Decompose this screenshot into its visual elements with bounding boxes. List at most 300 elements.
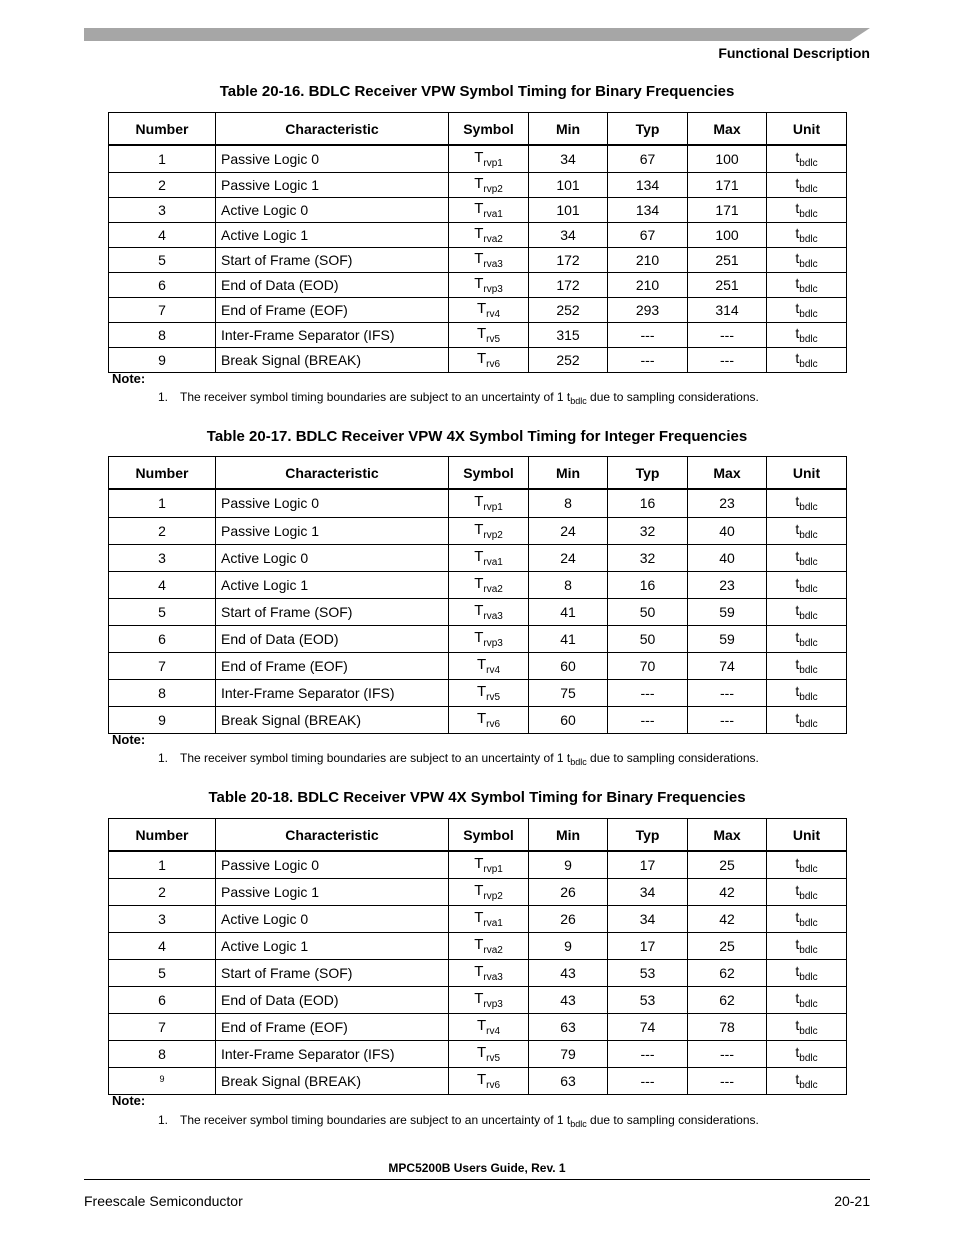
row-number: 4 (109, 571, 216, 598)
symbol (449, 489, 529, 517)
row-number: 3 (109, 905, 216, 932)
symbol (449, 1013, 529, 1040)
row-number: 7 (109, 1013, 216, 1040)
table-row (109, 322, 847, 347)
symbol-subscript: rv5 (486, 333, 501, 345)
max-value: 314 (688, 297, 767, 322)
unit-base: t (795, 574, 800, 591)
max-value: 59 (688, 625, 767, 652)
column-header: Number (109, 819, 216, 852)
symbol-base: T (474, 881, 484, 899)
typ-value: 67 (608, 145, 688, 172)
unit-subscript: bdlc (799, 1079, 818, 1091)
note-body: The receiver symbol timing boundaries are subject to an uncertainty of 1 t (180, 390, 571, 404)
symbol-base: T (476, 709, 487, 727)
max-value: 42 (688, 878, 767, 905)
max-value: --- (688, 679, 767, 706)
unit (767, 347, 847, 372)
row-number: 9 (109, 347, 216, 372)
characteristic: Active Logic 1 (216, 222, 449, 247)
symbol-subscript: rvp3 (483, 637, 503, 649)
min-value: 315 (529, 322, 608, 347)
symbol-subscript: rv5 (486, 691, 501, 703)
symbol (449, 679, 529, 706)
note-number: 1. (158, 751, 169, 765)
unit-subscript: bdlc (799, 971, 818, 983)
min-value: 24 (529, 544, 608, 571)
unit-base: t (795, 655, 800, 672)
symbol-base: T (474, 962, 484, 980)
table-body (109, 489, 847, 733)
footer-doc-title: MPC5200B Users Guide, Rev. 1 (388, 1161, 566, 1175)
symbol (449, 544, 529, 571)
max-value: 40 (688, 544, 767, 571)
symbol-subscript: rva3 (483, 610, 503, 622)
max-value: 78 (688, 1013, 767, 1040)
characteristic: End of Frame (EOF) (216, 652, 449, 679)
min-value: 9 (529, 932, 608, 959)
symbol-subscript: rvp2 (483, 183, 503, 195)
note-text (158, 390, 759, 406)
note-subscript: bdlc (570, 1119, 587, 1129)
typ-value: 210 (608, 247, 688, 272)
unit-subscript: bdlc (799, 863, 818, 875)
unit (767, 322, 847, 347)
unit-subscript: bdlc (799, 502, 818, 514)
unit-base: t (795, 935, 800, 952)
symbol-base: T (474, 224, 484, 242)
symbol-base: T (474, 249, 484, 267)
column-header: Min (529, 457, 608, 490)
unit-base: t (795, 249, 800, 266)
row-number: 5 (109, 598, 216, 625)
note-number: 1. (158, 1113, 169, 1127)
symbol (449, 878, 529, 905)
unit-base: t (795, 299, 800, 316)
min-value: 252 (529, 297, 608, 322)
characteristic: End of Data (EOD) (216, 986, 449, 1013)
symbol-subscript: rv4 (486, 664, 501, 676)
characteristic: Passive Logic 0 (216, 489, 449, 517)
unit-base: t (795, 601, 800, 618)
unit (767, 571, 847, 598)
table-row (109, 1040, 847, 1067)
unit (767, 1040, 847, 1067)
min-value: 172 (529, 247, 608, 272)
unit-base: t (795, 989, 800, 1006)
min-value: 41 (529, 625, 608, 652)
note-subscript: bdlc (570, 396, 587, 406)
note-body-end: due to sampling considerations. (586, 390, 759, 404)
characteristic: Passive Logic 1 (216, 172, 449, 197)
symbol-base: T (476, 299, 487, 317)
unit-base: t (795, 174, 800, 191)
max-value: 171 (688, 172, 767, 197)
column-header: Symbol (449, 819, 529, 852)
symbol-base: T (474, 547, 484, 565)
unit-subscript: bdlc (799, 358, 818, 370)
table-title: Table 20-17. BDLC Receiver VPW 4X Symbol Timing for Integer Frequencies (206, 428, 748, 445)
table-row (109, 905, 847, 932)
unit-subscript: bdlc (799, 998, 818, 1010)
unit (767, 986, 847, 1013)
typ-value: 50 (608, 598, 688, 625)
typ-value: 53 (608, 959, 688, 986)
max-value: --- (688, 1040, 767, 1067)
max-value: --- (688, 322, 767, 347)
unit (767, 517, 847, 544)
column-header: Symbol (449, 457, 529, 490)
symbol (449, 322, 529, 347)
unit-subscript: bdlc (799, 233, 818, 245)
symbol-subscript: rva1 (483, 208, 503, 220)
typ-value: 17 (608, 932, 688, 959)
column-header: Unit (767, 457, 847, 490)
characteristic: Passive Logic 0 (216, 145, 449, 172)
typ-value: 17 (608, 851, 688, 878)
table-header-row (109, 457, 847, 490)
row-number: 5 (109, 247, 216, 272)
column-header: Max (688, 113, 767, 146)
typ-value: 74 (608, 1013, 688, 1040)
column-header: Min (529, 819, 608, 852)
table-title: Table 20-18. BDLC Receiver VPW 4X Symbol Timing for Binary Frequencies (208, 789, 746, 806)
characteristic: Break Signal (BREAK) (216, 347, 449, 372)
max-value: 62 (688, 959, 767, 986)
characteristic: Active Logic 0 (216, 905, 449, 932)
symbol (449, 197, 529, 222)
unit-base: t (795, 224, 800, 241)
typ-value: 210 (608, 272, 688, 297)
row-number: 2 (109, 172, 216, 197)
column-header: Typ (608, 457, 688, 490)
column-header: Unit (767, 113, 847, 146)
min-value: 172 (529, 272, 608, 297)
unit-subscript: bdlc (799, 944, 818, 956)
row-number: 6 (109, 986, 216, 1013)
min-value: 63 (529, 1013, 608, 1040)
characteristic: End of Data (EOD) (216, 272, 449, 297)
characteristic: Inter-Frame Separator (IFS) (216, 1040, 449, 1067)
unit (767, 222, 847, 247)
symbol-base: T (474, 989, 484, 1007)
table-body (109, 851, 847, 1094)
table-row (109, 959, 847, 986)
row-number: 6 (109, 272, 216, 297)
unit-base: t (795, 628, 800, 645)
typ-value: 70 (608, 652, 688, 679)
column-header: Symbol (449, 113, 529, 146)
unit-subscript: bdlc (799, 637, 818, 649)
section-title: Functional Description (718, 45, 870, 61)
note-body-end: due to sampling considerations. (586, 1113, 759, 1127)
unit-base: t (795, 547, 800, 564)
unit-subscript: bdlc (799, 308, 818, 320)
unit (767, 197, 847, 222)
row-number: 4 (109, 932, 216, 959)
symbol-base: T (474, 601, 484, 619)
symbol-base: T (476, 324, 487, 342)
note-body: The receiver symbol timing boundaries are subject to an uncertainty of 1 t (180, 1113, 571, 1127)
unit (767, 679, 847, 706)
max-value: --- (688, 706, 767, 733)
unit (767, 145, 847, 172)
unit-base: t (795, 520, 800, 537)
symbol-subscript: rvp3 (483, 998, 503, 1010)
max-value: 251 (688, 247, 767, 272)
symbol-subscript: rvp2 (483, 529, 503, 541)
symbol (449, 222, 529, 247)
row-number: 1 (109, 489, 216, 517)
unit (767, 625, 847, 652)
symbol-base: T (474, 908, 484, 926)
min-value: 34 (529, 145, 608, 172)
symbol-base: T (476, 349, 487, 367)
min-value: 26 (529, 878, 608, 905)
unit-subscript: bdlc (799, 183, 818, 195)
characteristic: Break Signal (BREAK) (216, 706, 449, 733)
min-value: 9 (529, 851, 608, 878)
max-value: 23 (688, 571, 767, 598)
timing-table (108, 456, 847, 734)
note-body-end: due to sampling considerations. (586, 751, 759, 765)
table-row (109, 145, 847, 172)
symbol-base: T (476, 1016, 487, 1034)
unit-base: t (795, 148, 800, 165)
unit (767, 544, 847, 571)
typ-value: --- (608, 706, 688, 733)
row-number: 2 (109, 517, 216, 544)
max-value: 100 (688, 222, 767, 247)
min-value: 41 (529, 598, 608, 625)
unit-base: t (795, 908, 800, 925)
unit (767, 297, 847, 322)
min-value: 8 (529, 489, 608, 517)
symbol-base: T (474, 574, 484, 592)
typ-value: --- (608, 322, 688, 347)
symbol-base: T (476, 655, 487, 673)
row-number (109, 1067, 216, 1094)
symbol-subscript: rv4 (486, 1025, 501, 1037)
characteristic: Passive Logic 0 (216, 851, 449, 878)
unit (767, 598, 847, 625)
column-header: Max (688, 457, 767, 490)
symbol-base: T (474, 174, 484, 192)
unit-subscript: bdlc (799, 917, 818, 929)
unit-subscript: bdlc (799, 1052, 818, 1064)
unit-subscript: bdlc (799, 556, 818, 568)
characteristic: Active Logic 1 (216, 932, 449, 959)
typ-value: 32 (608, 517, 688, 544)
note-number: 1. (158, 390, 169, 404)
typ-value: 34 (608, 878, 688, 905)
characteristic: Passive Logic 1 (216, 517, 449, 544)
column-header: Characteristic (216, 113, 449, 146)
row-number: 6 (109, 625, 216, 652)
min-value: 26 (529, 905, 608, 932)
symbol-subscript: rvp1 (483, 863, 503, 875)
unit-subscript: bdlc (799, 610, 818, 622)
unit-subscript: bdlc (799, 283, 818, 295)
row-number: 1 (109, 145, 216, 172)
symbol (449, 517, 529, 544)
symbol (449, 571, 529, 598)
symbol-subscript: rvp1 (483, 157, 503, 169)
min-value: 43 (529, 986, 608, 1013)
symbol-base: T (474, 935, 484, 953)
unit (767, 878, 847, 905)
column-header: Characteristic (216, 457, 449, 490)
table-header-row (109, 819, 847, 852)
max-value: 100 (688, 145, 767, 172)
table-row (109, 851, 847, 878)
characteristic: Start of Frame (SOF) (216, 247, 449, 272)
table-row (109, 297, 847, 322)
row-number: 4 (109, 222, 216, 247)
symbol (449, 598, 529, 625)
symbol (449, 625, 529, 652)
min-value: 101 (529, 197, 608, 222)
footer-rule (84, 1179, 870, 1180)
characteristic: End of Data (EOD) (216, 625, 449, 652)
unit-subscript: bdlc (799, 208, 818, 220)
unit (767, 1013, 847, 1040)
unit (767, 247, 847, 272)
symbol-base: T (474, 628, 484, 646)
symbol-base: T (474, 148, 484, 166)
characteristic: Inter-Frame Separator (IFS) (216, 679, 449, 706)
typ-value: 32 (608, 544, 688, 571)
table-body (109, 145, 847, 372)
symbol-base: T (474, 520, 484, 538)
max-value: 62 (688, 986, 767, 1013)
table-row (109, 571, 847, 598)
symbol-base: T (476, 1043, 487, 1061)
column-header: Characteristic (216, 819, 449, 852)
symbol-subscript: rva3 (483, 971, 503, 983)
symbol (449, 986, 529, 1013)
max-value: 40 (688, 517, 767, 544)
typ-value: 53 (608, 986, 688, 1013)
row-number: 8 (109, 1040, 216, 1067)
typ-value: 67 (608, 222, 688, 247)
note-subscript: bdlc (570, 757, 587, 767)
symbol (449, 851, 529, 878)
unit-subscript: bdlc (799, 583, 818, 595)
unit-subscript: bdlc (799, 664, 818, 676)
symbol (449, 145, 529, 172)
timing-table (108, 112, 847, 373)
typ-value: --- (608, 1067, 688, 1094)
characteristic: End of Frame (EOF) (216, 297, 449, 322)
table-row (109, 172, 847, 197)
symbol-subscript: rva2 (483, 944, 503, 956)
symbol-base: T (474, 493, 484, 511)
min-value: 43 (529, 959, 608, 986)
min-value: 34 (529, 222, 608, 247)
max-value: --- (688, 1067, 767, 1094)
unit-base: t (795, 349, 800, 366)
column-header: Number (109, 457, 216, 490)
symbol-subscript: rvp2 (483, 890, 503, 902)
typ-value: --- (608, 1040, 688, 1067)
unit (767, 706, 847, 733)
min-value: 75 (529, 679, 608, 706)
symbol (449, 272, 529, 297)
symbol-subscript: rva1 (483, 556, 503, 568)
symbol (449, 706, 529, 733)
symbol (449, 959, 529, 986)
unit-base: t (795, 682, 800, 699)
symbol (449, 905, 529, 932)
min-value: 60 (529, 706, 608, 733)
column-header: Typ (608, 113, 688, 146)
table-row (109, 625, 847, 652)
unit-base: t (795, 199, 800, 216)
symbol-subscript: rv6 (486, 1079, 501, 1091)
column-header: Typ (608, 819, 688, 852)
unit (767, 905, 847, 932)
symbol (449, 932, 529, 959)
symbol-base: T (474, 274, 484, 292)
note-label: Note: (112, 1093, 146, 1108)
unit-base: t (795, 881, 800, 898)
min-value: 252 (529, 347, 608, 372)
unit-base: t (795, 1016, 800, 1033)
typ-value: 134 (608, 172, 688, 197)
table-title: Table 20-16. BDLC Receiver VPW Symbol Timing for Binary Frequencies (219, 83, 735, 100)
header-bar (84, 28, 870, 41)
max-value: 59 (688, 598, 767, 625)
unit (767, 851, 847, 878)
max-value: 74 (688, 652, 767, 679)
note-body: The receiver symbol timing boundaries are subject to an uncertainty of 1 t (180, 751, 571, 765)
table-row (109, 1013, 847, 1040)
unit-subscript: bdlc (799, 691, 818, 703)
typ-value: 50 (608, 625, 688, 652)
unit-base: t (795, 962, 800, 979)
row-number: 8 (109, 679, 216, 706)
symbol-subscript: rv6 (486, 358, 501, 370)
min-value: 60 (529, 652, 608, 679)
unit-subscript: bdlc (799, 333, 818, 345)
table-row (109, 878, 847, 905)
unit-base: t (795, 1070, 800, 1087)
table-row (109, 197, 847, 222)
row-number: 7 (109, 652, 216, 679)
row-number: 1 (109, 851, 216, 878)
symbol-subscript: rva2 (483, 233, 503, 245)
min-value: 8 (529, 571, 608, 598)
table-row (109, 544, 847, 571)
max-value: --- (688, 347, 767, 372)
timing-table (108, 818, 847, 1095)
typ-value: 34 (608, 905, 688, 932)
unit (767, 652, 847, 679)
symbol-base: T (474, 199, 484, 217)
row-number: 7 (109, 297, 216, 322)
symbol-subscript: rv5 (486, 1052, 501, 1064)
row-number: 3 (109, 197, 216, 222)
footer-company: Freescale Semiconductor (84, 1193, 243, 1209)
symbol (449, 652, 529, 679)
table-row (109, 247, 847, 272)
table-row (109, 706, 847, 733)
unit (767, 959, 847, 986)
typ-value: --- (608, 347, 688, 372)
table-row (109, 347, 847, 372)
table-row (109, 222, 847, 247)
